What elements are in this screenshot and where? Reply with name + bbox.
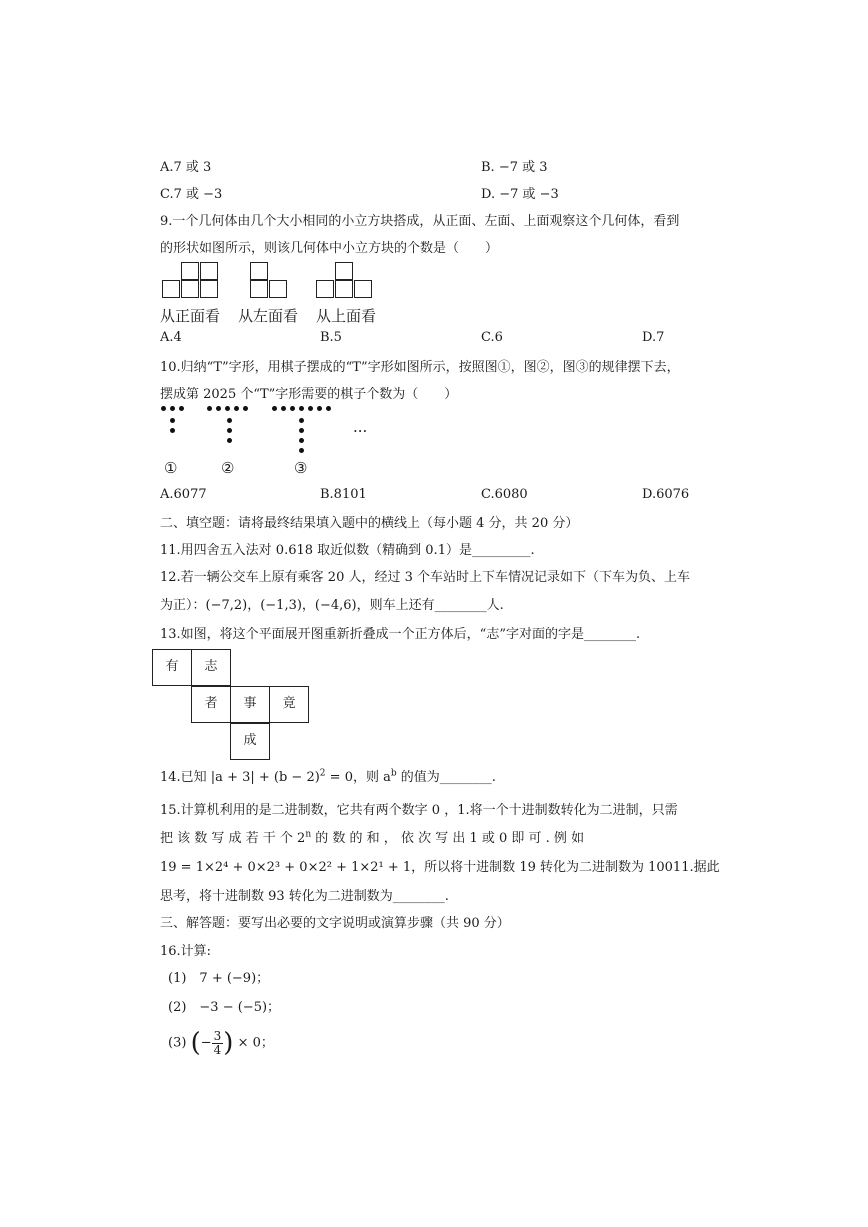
q14: 14.已知 $|a + 3| + (b - 2)^2 = 0$，则 $a^b$ 的值为________.: [160, 768, 496, 785]
q9-option-c: C.6: [481, 330, 503, 345]
q15-line3: 19 = 1×2⁴ + 0×2³ + 0×2² + 1×2¹ + 1，所以将十进制数 19 转化为二进制数为 10011.据此: [160, 860, 720, 875]
q8-option-a: A.7 或 3: [160, 160, 212, 175]
q10-option-b: B.8101: [320, 487, 367, 502]
fig1-label: ①: [164, 459, 178, 477]
q12-line1: 12.若一辆公交车上原有乘客 20 人，经过 3 个车站时上下车情况记录如下（下车为负、上车: [160, 570, 691, 585]
net-cell: 志: [191, 649, 231, 686]
net-cell: 成: [230, 723, 270, 760]
q8-option-c: C.7 或 −3: [160, 187, 223, 202]
q11: 11.用四舍五入法对 0.618 取近似数（精确到 0.1）是_________.: [160, 543, 535, 558]
view-top-label: 从上面看: [316, 307, 377, 325]
q10-line2: 摆成第 2025 个“T”字形需要的棋子个数为（ ）: [160, 387, 458, 402]
q16-title: 16.计算:: [160, 944, 212, 959]
section2-heading: 二、填空题：请将最终结果填入题中的横线上（每小题 4 分，共 20 分）: [160, 516, 579, 531]
q13-text: 13.如图，将这个平面展开图重新折叠成一个正方体后，“志”字对面的字是________.: [160, 627, 641, 642]
section3-heading: 三、解答题：要写出必要的文字说明或演算步骤（共 90 分）: [160, 916, 510, 931]
net-cell: 事: [230, 686, 270, 723]
q15-line4: 思考，将十进制数 93 转化为二进制数为________.: [160, 889, 449, 904]
q9-option-a: A.4: [160, 330, 182, 345]
q8-option-b: B. −7 或 3: [481, 160, 548, 175]
q10-option-c: C.6080: [481, 487, 528, 502]
q10-line1: 10.归纳“T”字形，用棋子摆成的“T”字形如图所示，按照图①，图②，图③的规律摆下去，: [160, 360, 680, 375]
net-cell: 有: [152, 649, 192, 686]
q16-part3: (3) (− $\frac{3}{4}$ ) × 0；: [168, 1028, 274, 1058]
net-cell: 竟: [269, 686, 309, 723]
net-cell: 者: [191, 686, 231, 723]
q9-option-b: B.5: [320, 330, 342, 345]
view-front-label: 从正面看: [160, 307, 221, 325]
q16-part1: (1) 7 + (−9)；: [168, 971, 270, 986]
q15-line1: 15.计算机利用的是二进制数，它共有两个数字 0 ，1.将一个十进制数转化为二进制，只需: [160, 803, 678, 818]
fig3-label: ③: [294, 459, 308, 477]
fig2-label: ②: [221, 459, 235, 477]
q16-part2: (2) −3 − (−5)；: [168, 1000, 281, 1015]
t-figure-ellipsis: ···: [353, 422, 368, 440]
q15-line2: 把 该 数 写 成 若 干 个 2$^n$ 的 数 的 和 ， 依 次 写 出 1 或 0 即 可 . 例 如: [160, 829, 585, 846]
q8-option-d: D. −7 或 −3: [481, 187, 559, 202]
q10-option-a: A.6077: [160, 487, 207, 502]
q12-line2: 为正）：(−7,2)，(−1,3)，(−4,6)，则车上还有________人.: [160, 598, 504, 613]
q9-line1: 9.一个几何体由几个大小相同的小立方块搭成，从正面、左面、上面观察这个几何体，看到: [160, 214, 680, 229]
q9-option-d: D.7: [642, 330, 665, 345]
q10-option-d: D.6076: [642, 487, 690, 502]
view-left-label: 从左面看: [238, 307, 299, 325]
q9-line2: 的形状如图所示，则该几何体中小立方块的个数是（ ）: [160, 241, 499, 256]
